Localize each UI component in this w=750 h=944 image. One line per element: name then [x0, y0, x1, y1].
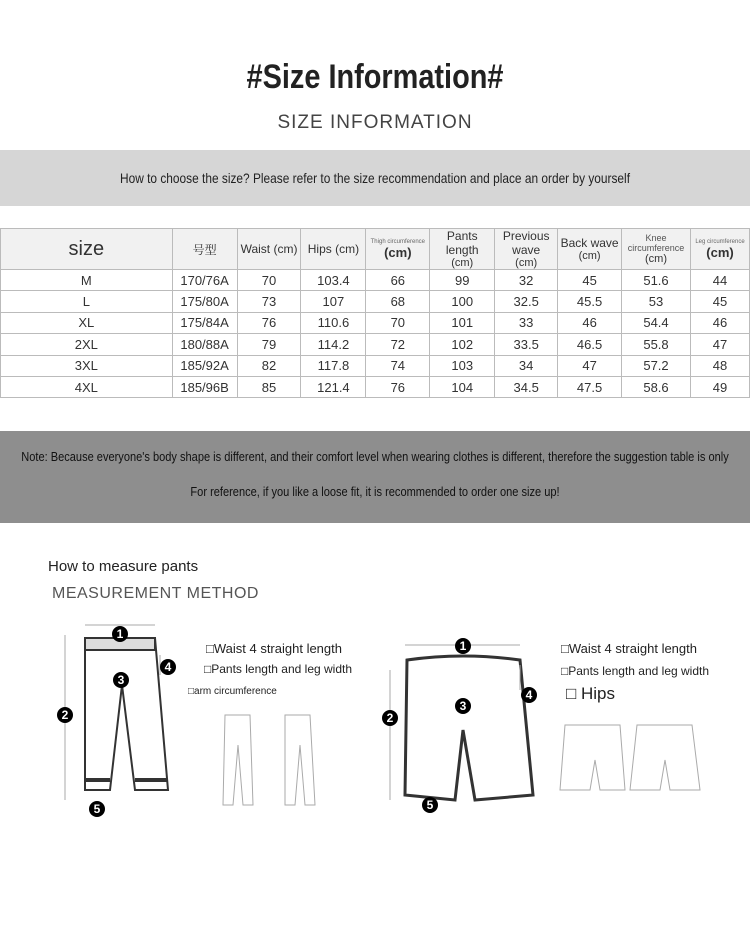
guide-text: How to choose the size? Please refer to the size recommendation and place an order by yourself — [120, 170, 630, 186]
column-header — [430, 229, 495, 270]
column-header — [172, 229, 237, 270]
table-cell: 85 — [237, 376, 301, 397]
right-label-2: □Pants length and leg width — [561, 664, 710, 678]
table-cell: 101 — [430, 312, 495, 333]
table-row — [1, 376, 750, 397]
table-cell: 45 — [690, 291, 749, 312]
left-label-2: □Pants length and leg width — [204, 662, 353, 676]
column-header — [690, 229, 749, 270]
table-cell: 117.8 — [301, 355, 366, 376]
column-header-label: Thigh circumference — [370, 238, 425, 245]
table-cell: 79 — [237, 334, 301, 355]
table-cell: 110.6 — [301, 312, 366, 333]
page-subtitle: SIZE INFORMATION — [277, 112, 473, 133]
table-cell: 32.5 — [495, 291, 558, 312]
marker-4: 4 — [164, 660, 172, 674]
table-cell: 66 — [366, 270, 430, 291]
marker-2: 2 — [61, 708, 69, 722]
table-cell: 74 — [366, 355, 430, 376]
table-cell: 103.4 — [301, 270, 366, 291]
shorts-marker-1: 1 — [459, 639, 467, 653]
shorts-illustration — [375, 630, 715, 820]
page-title: #Size Information# — [246, 58, 504, 96]
table-cell: 51.6 — [622, 270, 691, 291]
column-header — [558, 229, 622, 270]
shorts-marker-4: 4 — [525, 688, 533, 702]
table-cell: 57.2 — [622, 355, 691, 376]
column-header-label: 号型 — [192, 242, 217, 257]
marker-1: 1 — [116, 627, 124, 641]
column-header-label: Back wave — [560, 236, 619, 250]
column-header-label: Knee circumference — [627, 233, 685, 253]
table-cell: 2XL — [1, 334, 173, 355]
column-header — [366, 229, 430, 270]
column-unit: (cm) — [384, 244, 412, 260]
left-label-1: □Waist 4 straight length — [206, 641, 342, 656]
left-label-3: □arm circumference — [188, 686, 277, 697]
column-header — [1, 229, 173, 270]
column-unit: (cm) — [578, 250, 601, 262]
note-banner — [0, 431, 750, 523]
table-header-row — [1, 229, 750, 270]
column-unit: (cm) — [515, 257, 538, 269]
right-label-1: □Waist 4 straight length — [561, 641, 697, 656]
shorts-marker-2: 2 — [386, 711, 394, 725]
table-cell: 55.8 — [622, 334, 691, 355]
table-cell: 46 — [558, 312, 622, 333]
table-cell: 76 — [366, 376, 430, 397]
table-cell: 114.2 — [301, 334, 366, 355]
table-cell: 70 — [237, 270, 301, 291]
table-cell: 104 — [430, 376, 495, 397]
column-header — [301, 229, 366, 270]
shorts-marker-5: 5 — [426, 798, 434, 812]
table-cell: 34.5 — [495, 376, 558, 397]
table-cell: 103 — [430, 355, 495, 376]
column-header-label: Pants length — [445, 229, 479, 257]
table-cell: 180/88A — [172, 334, 237, 355]
right-label-3: □ Hips — [566, 684, 615, 703]
table-cell: 3XL — [1, 355, 173, 376]
note-line-1: Note: Because everyone's body shape is different, and their comfort level when wearing clothes is different, therefore the suggestion table is only — [21, 449, 729, 464]
table-cell: 4XL — [1, 376, 173, 397]
table-cell: 100 — [430, 291, 495, 312]
table-row — [1, 270, 750, 291]
table-cell: L — [1, 291, 173, 312]
table-cell: 53 — [622, 291, 691, 312]
table-cell: 175/84A — [172, 312, 237, 333]
table-cell: 82 — [237, 355, 301, 376]
table-cell: 49 — [690, 376, 749, 397]
table-cell: 185/92A — [172, 355, 237, 376]
table-cell: 32 — [495, 270, 558, 291]
table-cell: 46 — [690, 312, 749, 333]
column-unit: (cm) — [645, 253, 667, 265]
table-cell: 48 — [690, 355, 749, 376]
size-table — [0, 228, 750, 398]
table-cell: 58.6 — [622, 376, 691, 397]
table-cell: 45 — [558, 270, 622, 291]
marker-3: 3 — [117, 673, 125, 687]
table-cell: 47.5 — [558, 376, 622, 397]
table-cell: 175/80A — [172, 291, 237, 312]
table-cell: 68 — [366, 291, 430, 312]
table-row — [1, 355, 750, 376]
table-cell: 99 — [430, 270, 495, 291]
column-header — [622, 229, 691, 270]
marker-5: 5 — [93, 802, 101, 816]
table-cell: XL — [1, 312, 173, 333]
table-row — [1, 291, 750, 312]
column-unit: (cm) — [451, 257, 474, 269]
table-cell: 45.5 — [558, 291, 622, 312]
column-header-label: Leg circumference — [695, 238, 745, 245]
column-header — [495, 229, 558, 270]
shorts-marker-3: 3 — [459, 699, 467, 713]
guide-banner — [0, 150, 750, 206]
table-cell: 72 — [366, 334, 430, 355]
column-header-label: size — [68, 237, 105, 260]
table-cell: 33 — [495, 312, 558, 333]
table-cell: 44 — [690, 270, 749, 291]
table-cell: 46.5 — [558, 334, 622, 355]
column-header-label: Hips (cm) — [307, 242, 360, 256]
table-cell: M — [1, 270, 173, 291]
note-line-2: For reference, if you like a loose fit, it is recommended to order one size up! — [190, 484, 560, 499]
table-cell: 70 — [366, 312, 430, 333]
table-cell: 170/76A — [172, 270, 237, 291]
table-cell: 76 — [237, 312, 301, 333]
table-cell: 34 — [495, 355, 558, 376]
table-row — [1, 312, 750, 333]
table-cell: 102 — [430, 334, 495, 355]
column-header-label: Waist (cm) — [240, 242, 298, 256]
table-cell: 33.5 — [495, 334, 558, 355]
table-cell: 121.4 — [301, 376, 366, 397]
table-cell: 47 — [558, 355, 622, 376]
column-header-label: Previous wave — [502, 229, 550, 257]
table-cell: 73 — [237, 291, 301, 312]
table-cell: 107 — [301, 291, 366, 312]
table-cell: 54.4 — [622, 312, 691, 333]
measure-method-title: MEASUREMENT METHOD — [52, 585, 259, 602]
table-cell: 47 — [690, 334, 749, 355]
table-cell: 185/96B — [172, 376, 237, 397]
column-header — [237, 229, 301, 270]
measure-heading: How to measure pants — [48, 558, 199, 575]
table-row — [1, 334, 750, 355]
column-unit: (cm) — [706, 244, 734, 260]
